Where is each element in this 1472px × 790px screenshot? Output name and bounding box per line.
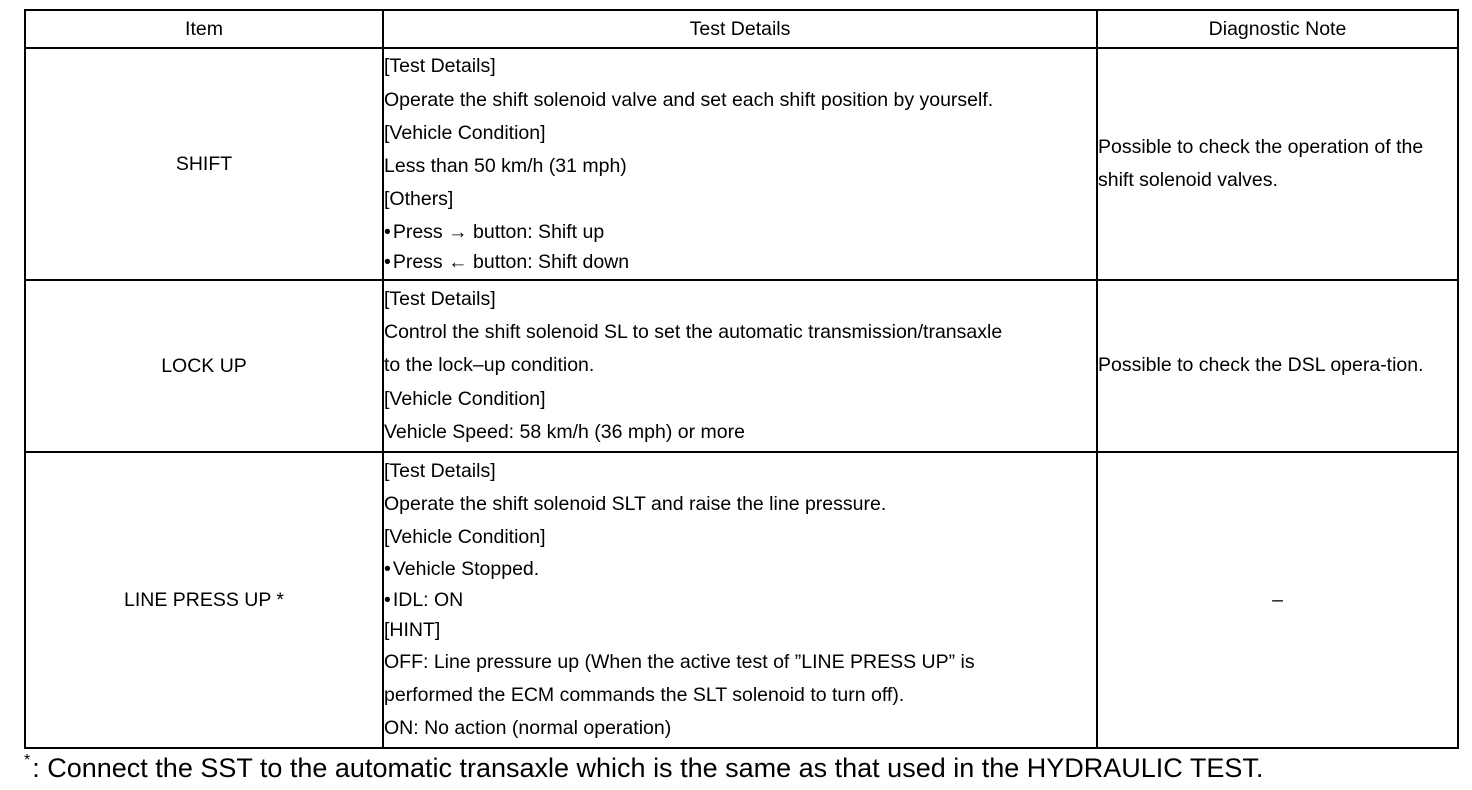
footnote xyxy=(24,752,1263,784)
details-bullet-line: • Press ← button: Shift down xyxy=(384,247,1096,278)
details-line: performed the ECM commands the SLT solenoid to turn off). xyxy=(384,683,905,706)
row-item-shift: SHIFT xyxy=(25,48,383,280)
table-row xyxy=(25,452,1458,748)
details-line: Operate the shift solenoid SLT and raise the line pressure. xyxy=(384,492,887,515)
details-line: [Test Details] xyxy=(384,459,496,482)
footnote-text: : Connect the SST to the automatic transaxle which is the same as that used in the HYDRAULIC TEST. xyxy=(32,753,1264,783)
details-line: OFF: Line pressure up (When the active test of ”LINE PRESS UP” is xyxy=(384,650,975,673)
details-line: Control the shift solenoid SL to set the automatic transmission/transaxle xyxy=(384,321,1003,344)
header-item: Item xyxy=(25,10,383,48)
table-header-row xyxy=(25,10,1458,48)
row-details-line-press-up xyxy=(383,452,1097,748)
row-details-lock-up xyxy=(383,280,1097,452)
row-note-line-press-up: – xyxy=(1097,452,1458,748)
details-line: [Test Details] xyxy=(384,55,496,78)
row-item-line-press-up: LINE PRESS UP * xyxy=(25,452,383,748)
footnote-marker: * xyxy=(24,752,31,769)
note-text: Possible to check the DSL opera-tion. xyxy=(1098,354,1424,377)
details-line: Operate the shift solenoid valve and set each shift position by yourself. xyxy=(384,88,994,111)
row-note-lock-up xyxy=(1097,280,1458,452)
table-row xyxy=(25,48,1458,280)
details-bullet-line: • Press → button: Shift up xyxy=(384,217,1096,248)
active-test-table xyxy=(24,9,1459,749)
details-line: ON: No action (normal operation) xyxy=(384,717,672,740)
header-diagnostic-note: Diagnostic Note xyxy=(1097,10,1458,48)
details-line: Vehicle Speed: 58 km/h (36 mph) or more xyxy=(384,420,745,443)
details-line: [Vehicle Condition] xyxy=(384,121,546,144)
row-note-shift xyxy=(1097,48,1458,280)
details-bullet-line: • IDL: ON xyxy=(384,585,1096,616)
row-item-lock-up: LOCK UP xyxy=(25,280,383,452)
details-line: Less than 50 km/h (31 mph) xyxy=(384,155,627,178)
details-line: [Others] xyxy=(384,188,454,211)
details-line: [Vehicle Condition] xyxy=(384,387,546,410)
details-bullet-line: • Vehicle Stopped. xyxy=(384,554,1096,585)
header-test-details: Test Details xyxy=(383,10,1097,48)
details-line: to the lock–up condition. xyxy=(384,354,595,377)
note-text: Possible to check the operation of the shift solenoid valves. xyxy=(1098,135,1424,191)
details-line: [Test Details] xyxy=(384,287,496,310)
row-details-shift xyxy=(383,48,1097,280)
details-line: [HINT] xyxy=(384,619,441,642)
table-row xyxy=(25,280,1458,452)
details-line: [Vehicle Condition] xyxy=(384,526,546,549)
